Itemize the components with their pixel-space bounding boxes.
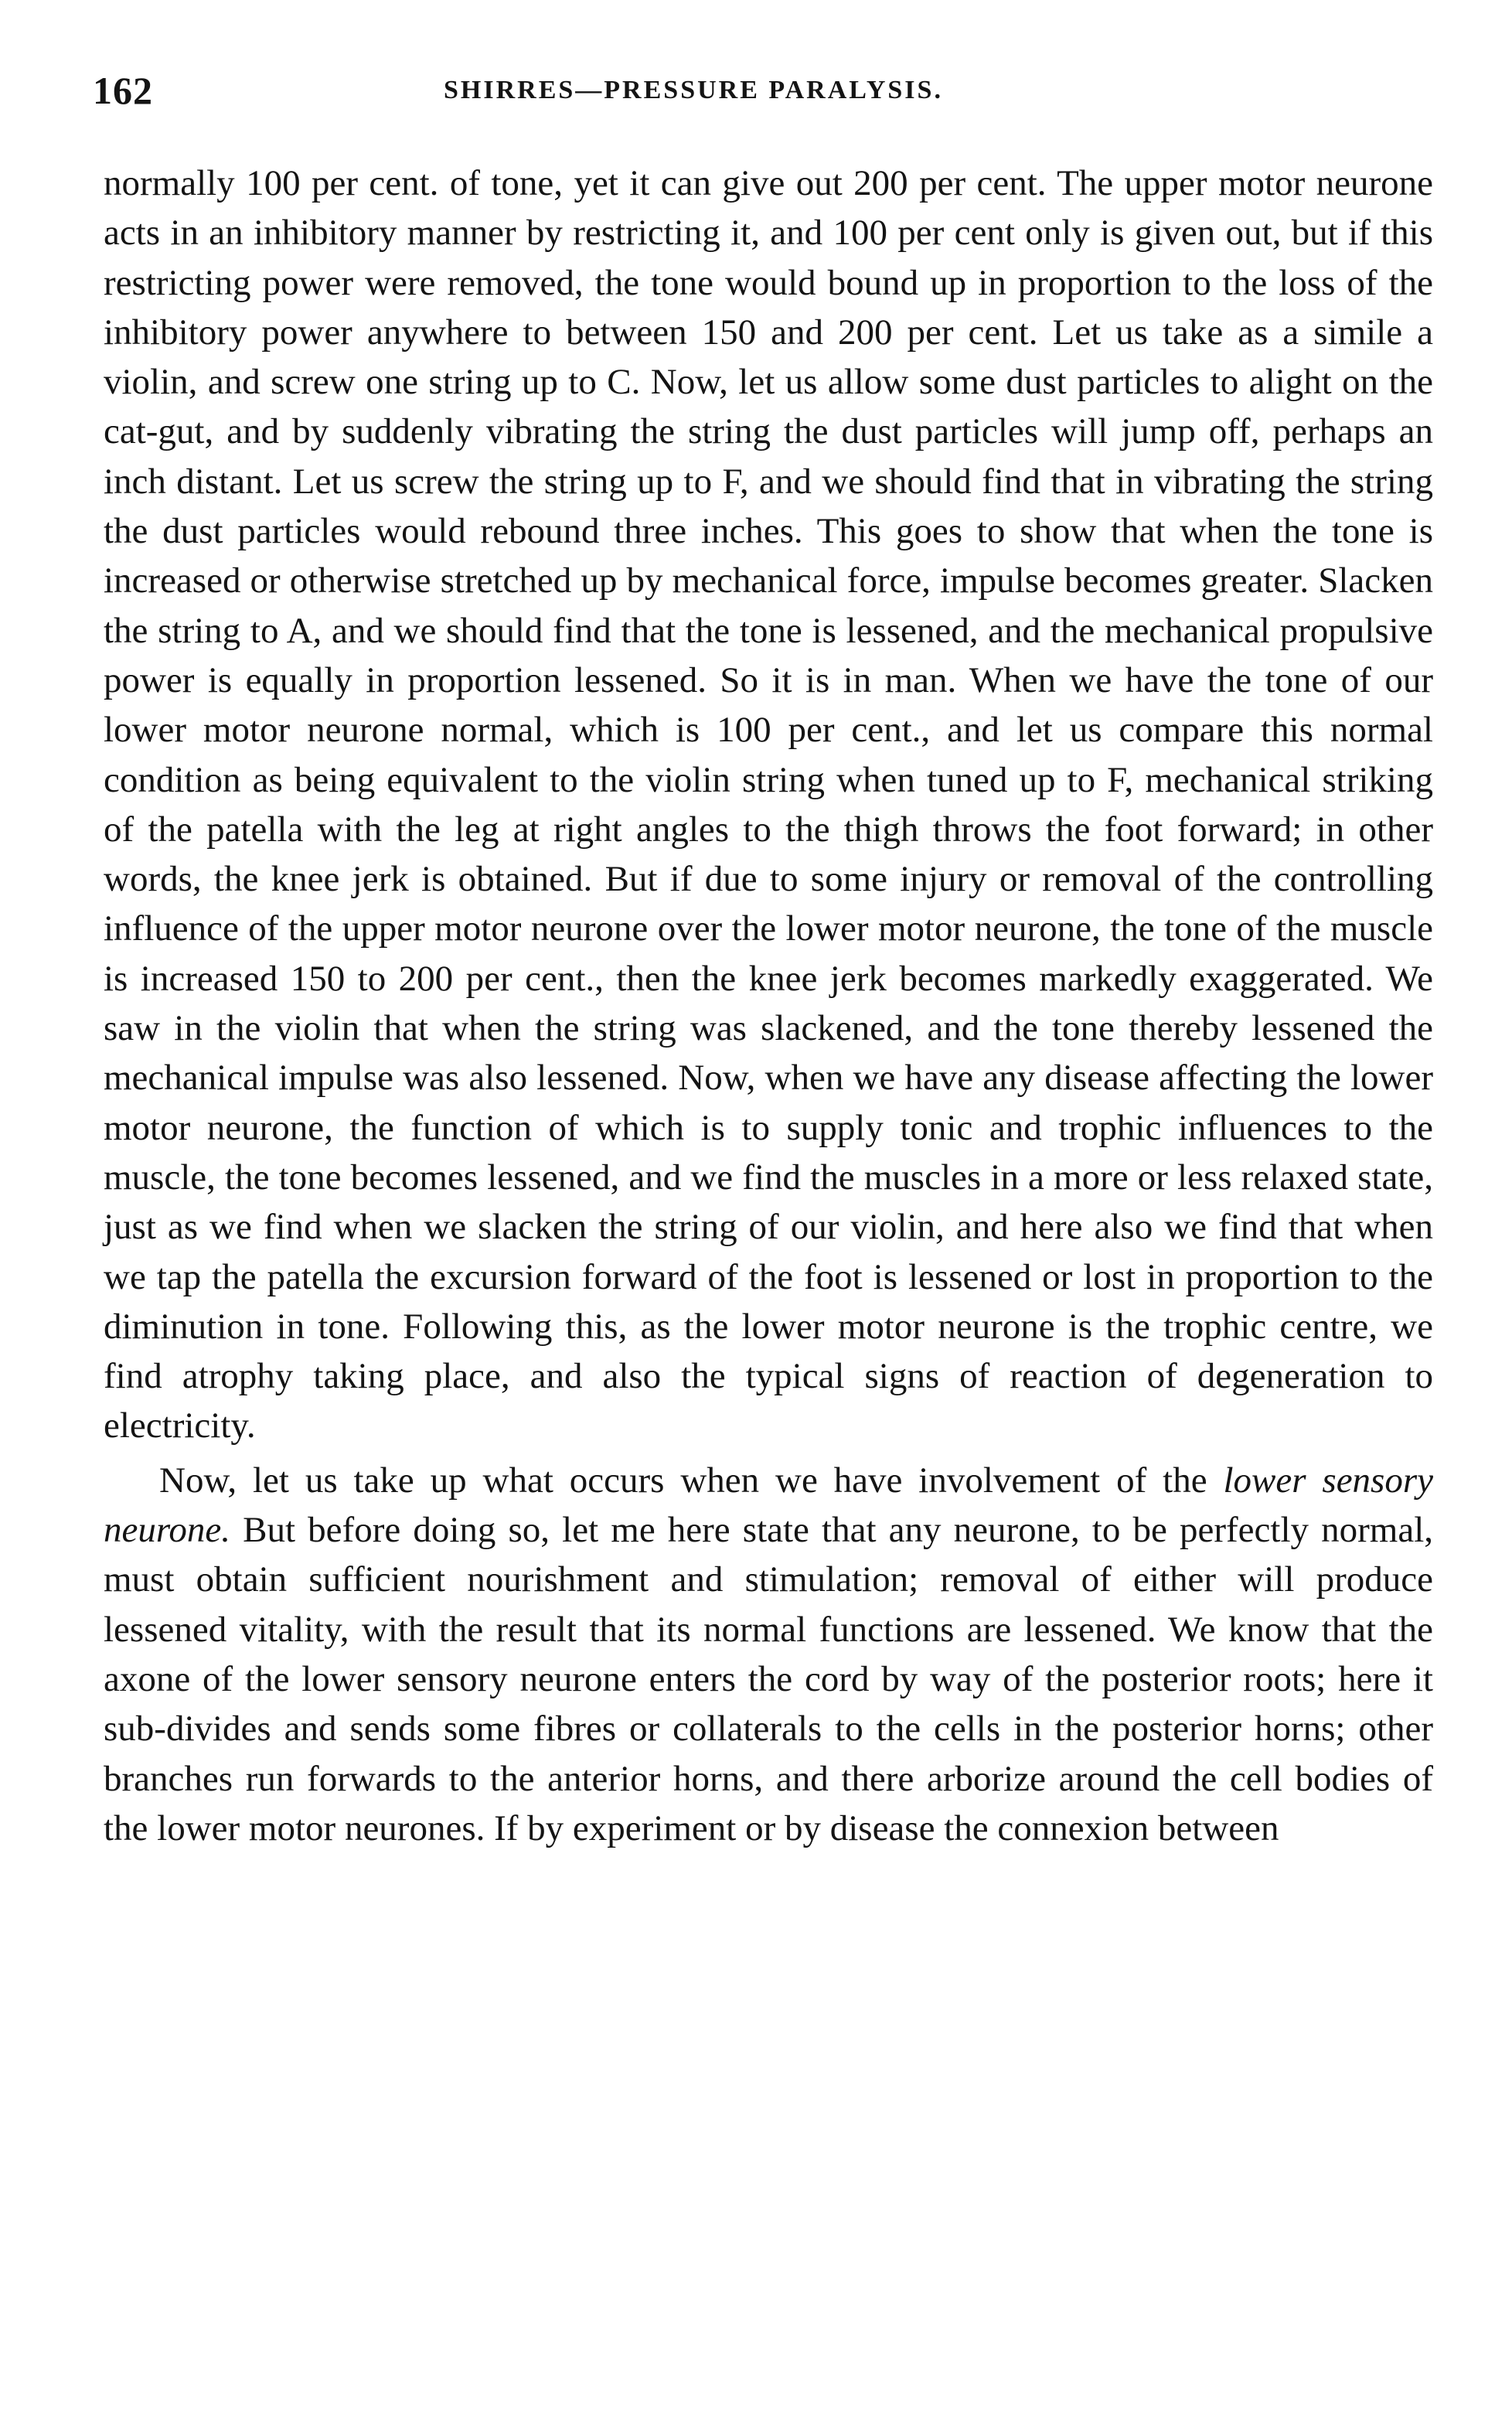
page-number: 162 bbox=[93, 69, 153, 112]
running-head: SHIRRES—PRESSURE PARALYSIS. bbox=[444, 76, 943, 104]
paragraph-2-start: Now, let us take up what occurs when we have involvement of the bbox=[159, 1460, 1207, 1501]
italic-term: lower sensory neurone. bbox=[104, 1460, 1434, 1551]
page-header bbox=[93, 68, 1438, 122]
paragraph-2-rest: But before doing so, let me here state that any neurone, to be perfectly normal, must obtain sufficient nourishment and stimulation; removal of either will produce lessened vitality, with the result that its normal functions are lessened. We know that the axone of the lower sensory neurone enters the cord by way of the posterior roots; here it sub-divides and sends some fibres or collaterals to the cells in the posterior horns; other branches run forwards to the anterior horns, and there arborize around the cell bodies of the lower motor neurones. If by experiment or by disease the connexion between bbox=[104, 1510, 1434, 1848]
body-text bbox=[104, 158, 1433, 1853]
paragraph-2 bbox=[104, 1456, 1433, 1853]
paragraph-1: normally 100 per cent. of tone, yet it can give out 200 per cent. The upper motor neurone acts in an inhibitory manner by restricting it, and 100 per cent only is given out, but if this restricting power were removed, the tone would bound up in proportion to the loss of the inhibitory power anywhere to between 150 and 200 per cent. Let us take as a simile a violin, and screw one string up to C. Now, let us allow some dust particles to alight on the cat-gut, and by suddenly vibrating the string the dust particles will jump off, perhaps an inch distant. Let us screw the string up to F, and we should find that in vibrating the string the dust particles would rebound three inches. This goes to show that when the tone is increased or otherwise stretched up by mechanical force, impulse becomes greater. Slacken the string to A, and we should find that the tone is lessened, and the mechanical propulsive power is equally in proportion lessened. So it is in man. When we have the tone of our lower motor neurone normal, which is 100 per cent., and let us compare this normal condition as being equivalent to the violin string when tuned up to F, mechanical striking of the patella with the leg at right angles to the thigh throws the foot forward; in other words, the knee jerk is obtained. But if due to some injury or removal of the controlling influence of the upper motor neurone over the lower motor neurone, the tone of the muscle is increased 150 to 200 per cent., then the knee jerk becomes markedly exaggerated. We saw in the violin that when the string was slackened, and the tone thereby lessened the mechanical impulse was also lessened. Now, when we have any disease affecting the lower motor neurone, the function of which is to supply tonic and trophic influences to the muscle, the tone becomes lessened, and we find the muscles in a more or less relaxed state, just as we find when we slacken the string of our violin, and here also we find that when we tap the patella the excursion forward of the foot is lessened or lost in proportion to the diminution in tone. Following this, as the lower motor neurone is the trophic centre, we find atrophy taking place, and also the typical signs of reaction of degeneration to electricity. bbox=[104, 163, 1433, 1446]
